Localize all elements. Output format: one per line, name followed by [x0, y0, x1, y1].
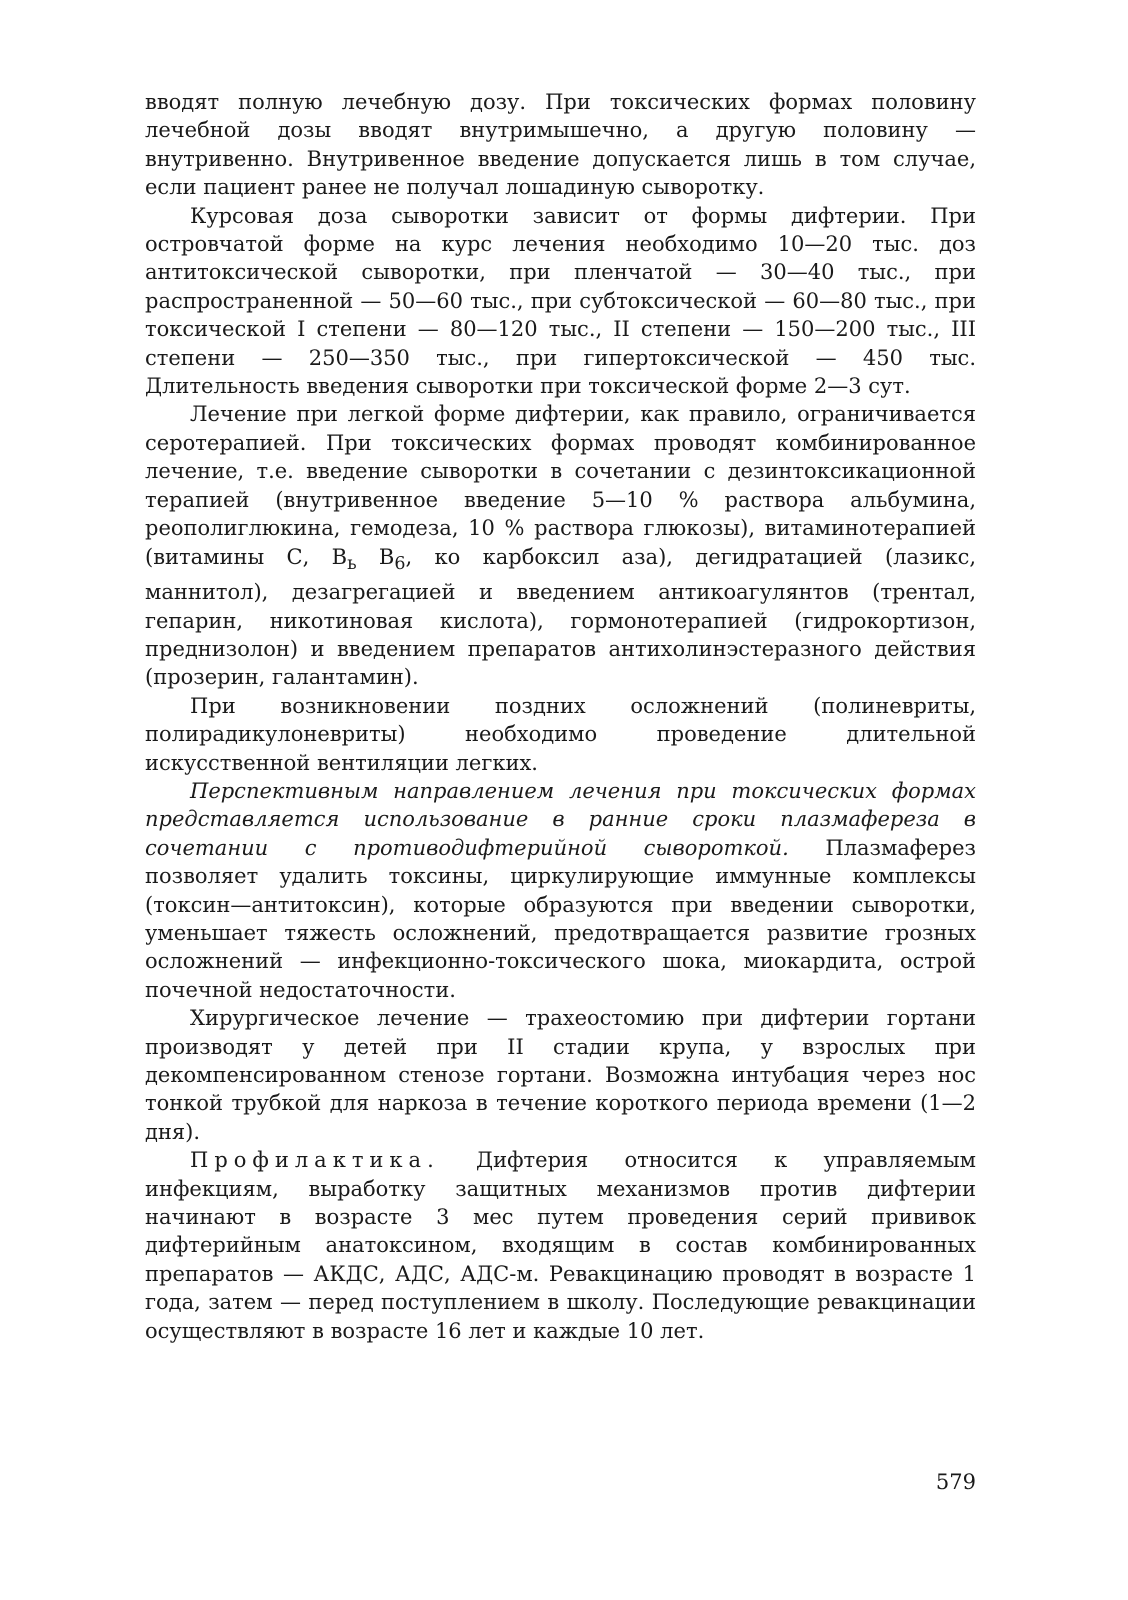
prevention-heading: Профилактика. — [190, 1148, 440, 1173]
plasmapheresis-italic-lead: Перспективным направлением лечения при токсических формах представляется использование в ранние сроки плазмафереза в сочетании с противодифтерийной сывороткой. — [145, 778, 976, 860]
paragraph-serum-dosing: вводят полную лечебную дозу. При токсических формах половину лечебной дозы вводят внутримышечно, а другую половину — внутривенно. Внутривенное введение допускается лишь в том случае, если пациент ранее не получал лошадиную сыворотку. — [145, 90, 976, 200]
paragraph-course-dose: Курсовая доза сыворотки зависит от формы дифтерии. При островчатой форме на курс лечения необходимо 10—20 тыс. доз антитоксической сыворотки, при пленчатой — 30—40 тыс., при распространенной — 50—60 тыс., при субтоксической — 60—80 тыс., при токсической I степени — 80—120 тыс., II степени — 150—200 тыс., III степени — 250—350 тыс., при гипертоксической — 450 тыс. Длительность введения сыворотки при токсической форме 2—3 сут. — [145, 203, 976, 399]
page-number: 579 — [935, 1470, 976, 1494]
combined-treatment-text-start: Лечение при легкой форме дифтерии, как правило, ограничивается серотерапией. При токсических формах проводят комбинированное лечение, т.е. введение сыворотки в сочетании с дезинтоксикационной терапией (внутривенное введение 5—10 % раствора альбумина, реополиглюкина, гемодеза, 10 % раствора глюкозы), витаминотерапией (витамины С, В — [145, 402, 976, 569]
vitamin-b-subscript: ь — [347, 553, 357, 574]
page-body — [145, 88, 976, 1345]
combined-treatment-text-mid: В — [356, 544, 395, 569]
paragraph-surgical-treatment: Хирургическое лечение — трахеостомию при дифтерии гортани производят у детей при II стадии крупа, у взрослых при декомпенсированном стенозе гортани. Возможна интубация через нос тонкой трубкой для наркоза в течение короткого периода времени (1—2 дня). — [145, 1006, 976, 1144]
vitamin-b6-subscript: 6 — [394, 553, 406, 574]
combined-treatment-text-end: , ко карбоксил аза), дегидратацией (лазикс, маннитол), дезагрегацией и введением антикоагулянтов (трентал, гепарин, никотиновая кислота), гормонотерапией (гидрокортизон, преднизолон) и введением препаратов антихолинэстеразного действия (прозерин, галантамин). — [145, 544, 977, 690]
plasmapheresis-text: Плазмаферез позволяет удалить токсины, циркулирующие иммунные комплексы (токсин—антитоксин), которые образуются при введении сыворотки, уменьшает тяжесть осложнений, предотвращается развитие грозных осложнений — инфекционно-токсического шока, миокардита, острой почечной недостаточности. — [145, 835, 976, 1002]
paragraph-plasmapheresis — [145, 777, 976, 1004]
paragraph-combined-treatment — [145, 400, 976, 691]
paragraph-prevention — [145, 1146, 976, 1345]
prevention-text: Дифтерия относится к управляемым инфекциям, выработку защитных механизмов против дифтерии начинают в возрасте 3 мес путем проведения серий прививок дифтерийным анатоксином, входящим в состав комбинированных препаратов — АКДС, АДС, АДС-м. Ревакцинацию проводят в возрасте 1 года, затем — перед поступлением в школу. Последующие ревакцинации осуществляют в возрасте 16 лет и каждые 10 лет. — [145, 1148, 976, 1343]
paragraph-late-complications: При возникновении поздних осложнений (полиневриты, полирадикулоневриты) необходимо проведение длительной искусственной вентиляции легких. — [145, 693, 976, 775]
